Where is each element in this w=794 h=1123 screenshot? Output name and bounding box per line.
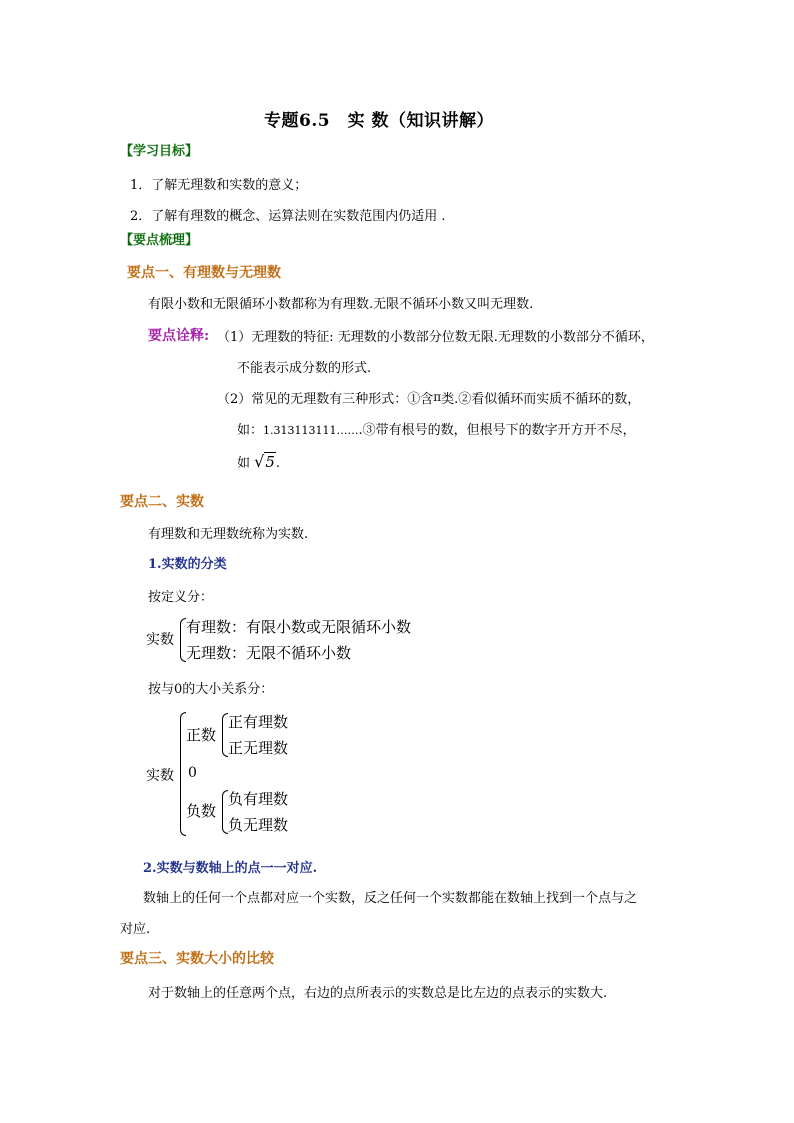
key-points-heading: 【要点梳理】 [120,233,199,248]
note2-line3-end: . [275,456,281,471]
point2-sub1: 1.实数的分类 [148,557,227,572]
radicand: 5 [265,453,275,471]
note2-line2-b: .③带有根号的数，但根号下的数字开方开不尽， [358,423,636,438]
note2-line2 [237,419,636,438]
tree2-root: 实数 [146,768,174,784]
negative-rational: 负有理数 [228,790,289,808]
tree2-positive: 正数 [186,726,217,744]
note1-line1: （1）无理数的特征: 无理数的小数部分位数无限.无理数的小数部分不循环， [217,330,654,345]
note2-line2-a: 如： [237,423,264,438]
tree1-root: 实数 [146,632,174,648]
point1-heading: 要点一、有理数与无理数 [127,265,281,281]
note2-line3 [237,452,280,471]
sub2-text-line2: 对应. [120,922,151,937]
by-definition-label: 按定义分： [148,590,214,605]
goal-item-2: 2．了解有理数的概念、运算法则在实数范围内仍适用 . [130,209,446,224]
tree1-child-1: 有理数：有限小数或无限循环小数 [186,618,412,636]
sub2-text-line1: 数轴上的任何一个点都对应一个实数，反之任何一个实数都能在数轴上找到一个点与之 [143,891,638,906]
note2-line1-a: （2）常见的无理数有三种形式：①含 [217,392,434,407]
learning-goals-heading: 【学习目标】 [120,144,199,159]
goal-item-1: 1．了解无理数和实数的意义； [130,178,308,193]
negative-irrational: 负无理数 [228,816,289,834]
example-number: 1.313113111…… [263,424,359,437]
page-title: 专题6.5 实 数（知识讲解） [264,111,494,131]
point3-heading: 要点三、实数大小的比较 [120,951,274,967]
by-sign-label: 按与0的大小关系分： [148,682,274,697]
note2-line1-b: 类.②看似循环而实质不循环的数， [441,392,641,407]
note-label: 要点诠释: [148,328,210,344]
note2-line1 [217,388,640,407]
radical-icon: √ [254,452,265,471]
point2-text: 有理数和无理数统称为实数. [148,527,309,542]
tree2-negative: 负数 [186,802,217,820]
positive-irrational: 正无理数 [228,739,289,757]
note1-line2: 不能表示成分数的形式. [237,361,372,376]
point2-heading: 要点二、实数 [120,494,204,510]
positive-rational: 正有理数 [228,713,289,731]
point1-text: 有限小数和无限循环小数都称为有理数.无限不循环小数又叫无理数. [148,297,534,312]
tree1-child-2: 无理数：无限不循环小数 [186,644,352,662]
point3-text: 对于数轴上的任意两个点，右边的点所表示的实数总是比左边的点表示的实数大. [148,986,608,1001]
sqrt-5 [254,452,276,471]
tree2-zero: 0 [188,765,197,781]
pi-symbol: π [433,390,442,404]
note2-line3-a: 如 [237,456,251,471]
point2-sub2: 2.实数与数轴上的点一一对应. [143,861,318,876]
